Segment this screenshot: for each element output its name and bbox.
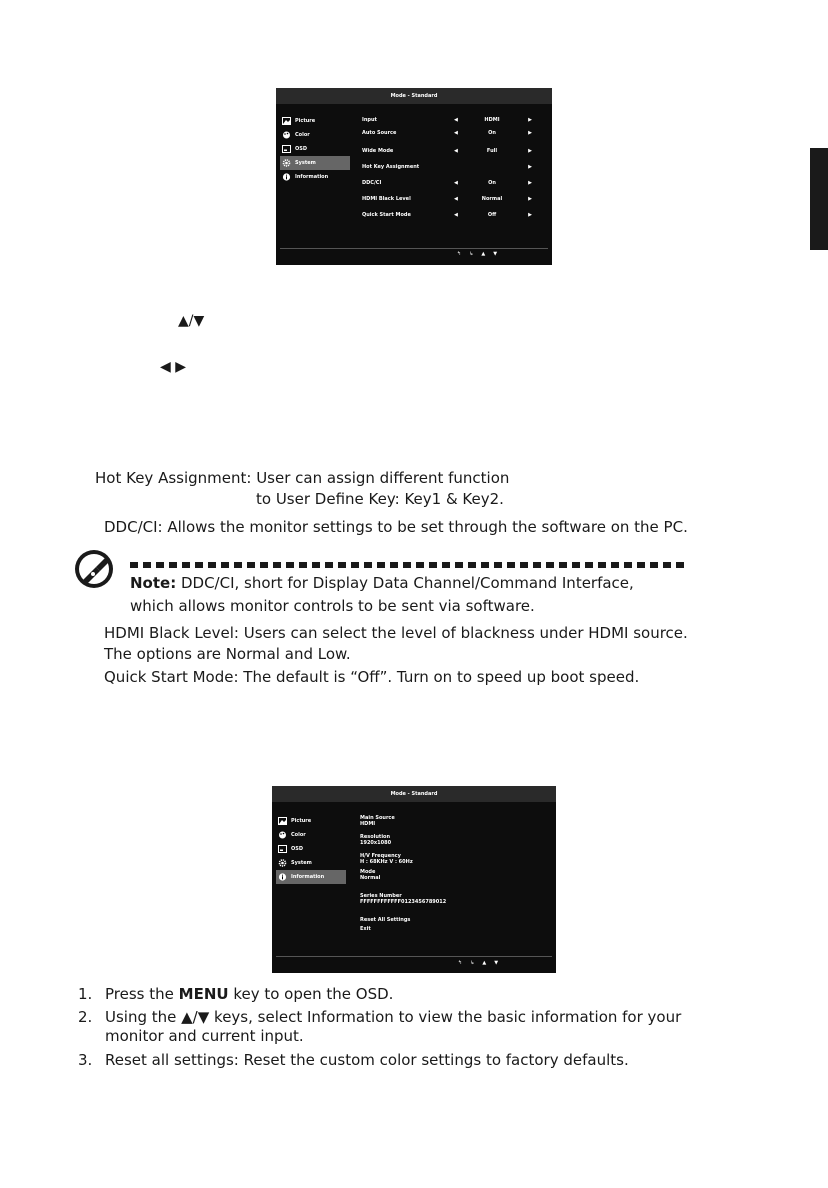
osd-icon [278,845,287,853]
left-arrow-icon[interactable]: ◀ [454,148,458,154]
menu-item-osd[interactable]: OSD [280,142,350,156]
osd-footer-divider [280,248,548,249]
color-icon [282,131,291,139]
down-icon[interactable]: ▼ [493,251,498,257]
ddc-text: DDC/CI: Allows the monitor settings to be set through the software on the PC. [104,518,688,536]
osd-row-hdmi-black-level[interactable]: HDMI Black Level ◀ Normal ▶ [362,196,532,202]
back-icon[interactable]: ↰ [457,251,462,257]
main-source-label: Main Source [360,815,395,821]
osd-footer-keys [458,960,498,966]
menu-item-system[interactable]: System [276,856,346,870]
mode-label: Mode [360,869,376,875]
step-1-text: Press the MENU key to open the OSD. [105,985,394,1003]
reset-all-settings-item[interactable]: Reset All Settings [360,917,411,923]
mode-value: Normal [360,875,381,881]
step-3-number: 3. [78,1051,93,1069]
hdmi-text-line2: The options are Normal and Low. [104,645,351,663]
menu-item-osd[interactable]: OSD [276,842,346,856]
note-line1: Note: DDC/CI, short for Display Data Channel/Command Interface, [130,574,634,592]
osd-information-screenshot [272,786,556,973]
osd-footer-divider [276,956,552,957]
step-2-number: 2. [78,1008,93,1026]
osd-system-screenshot [276,88,552,265]
serial-number-value: FFFFFFFFFFFF0123456789012 [360,899,447,905]
exit-item[interactable]: Exit [360,926,371,932]
chapter-tab [810,148,828,250]
step-3-text: Reset all settings: Reset the custom color settings to factory defaults. [105,1051,629,1069]
menu-item-color[interactable]: Color [280,128,350,142]
osd-row-ddc-ci[interactable]: DDC/CI ◀ On ▶ [362,180,532,186]
left-right-arrows-icon: ◀ ▶ [160,359,186,375]
right-arrow-icon[interactable]: ▶ [528,148,532,154]
right-arrow-icon[interactable]: ▶ [528,130,532,136]
osd-icon [282,145,291,153]
osd-menu [276,814,346,884]
down-icon[interactable]: ▼ [494,960,499,966]
info-icon [282,173,291,181]
menu-item-information[interactable]: Information [276,870,346,884]
osd-footer-keys [457,251,497,257]
enter-icon[interactable]: ↳ [469,251,474,257]
right-arrow-icon[interactable]: ▶ [528,196,532,202]
main-source-value: HDMI [360,821,376,827]
enter-icon[interactable]: ↳ [470,960,475,966]
note-dashed-rule [130,562,686,568]
osd-row-wide-mode[interactable]: Wide Mode ◀ Full ▶ [362,148,532,154]
osd-row-quick-start-mode[interactable]: Quick Start Mode ◀ Off ▶ [362,212,532,218]
system-gear-icon [282,159,291,167]
osd-menu [280,114,350,184]
note-line2: which allows monitor controls to be sent via software. [130,597,535,615]
right-arrow-icon[interactable]: ▶ [528,212,532,218]
menu-item-system[interactable]: System [280,156,350,170]
osd-row-hot-key-assignment[interactable]: Hot Key Assignment ▶ [362,164,532,170]
menu-item-picture[interactable]: Picture [276,814,346,828]
right-arrow-icon[interactable]: ▶ [528,117,532,123]
menu-item-information[interactable]: Information [280,170,350,184]
hv-frequency-value: H : 68KHz V : 60Hz [360,859,413,865]
hdmi-text-line1: HDMI Black Level: Users can select the level of blackness under HDMI source. [104,624,688,642]
hotkey-text-line1: Hot Key Assignment: User can assign different function [95,469,510,487]
up-icon[interactable]: ▲ [481,251,486,257]
hv-frequency-label: H/V Frequency [360,853,401,859]
osd-title: Mode - Standard [276,88,552,104]
picture-icon [278,817,287,825]
menu-item-picture[interactable]: Picture [280,114,350,128]
color-icon [278,831,287,839]
osd-title: Mode - Standard [272,786,556,802]
back-icon[interactable]: ↰ [458,960,463,966]
step-2-text-line1: Using the ▲/▼ keys, select Information to view the basic information for your [105,1008,682,1026]
quick-start-text: Quick Start Mode: The default is “Off”. Turn on to speed up boot speed. [104,668,640,686]
info-icon [278,873,287,881]
left-arrow-icon[interactable]: ◀ [454,117,458,123]
right-arrow-icon[interactable]: ▶ [528,164,532,170]
up-down-arrows-icon: ▲/▼ [178,313,205,329]
serial-number-label: Series Number [360,893,402,899]
step-1-number: 1. [78,985,93,1003]
up-icon[interactable]: ▲ [482,960,487,966]
left-arrow-icon[interactable]: ◀ [454,180,458,186]
menu-item-color[interactable]: Color [276,828,346,842]
osd-row-auto-source[interactable]: Auto Source ◀ On ▶ [362,130,532,136]
hotkey-text-line2: to User Define Key: Key1 & Key2. [256,490,504,508]
system-gear-icon [278,859,287,867]
note-pen-icon [72,547,116,591]
osd-row-input[interactable]: Input ◀ HDMI ▶ [362,117,532,123]
resolution-value: 1920x1080 [360,840,392,846]
step-2-text-line2: monitor and current input. [105,1027,304,1045]
left-arrow-icon[interactable]: ◀ [454,196,458,202]
picture-icon [282,117,291,125]
left-arrow-icon[interactable]: ◀ [454,212,458,218]
resolution-label: Resolution [360,834,391,840]
right-arrow-icon[interactable]: ▶ [528,180,532,186]
left-arrow-icon[interactable]: ◀ [454,130,458,136]
